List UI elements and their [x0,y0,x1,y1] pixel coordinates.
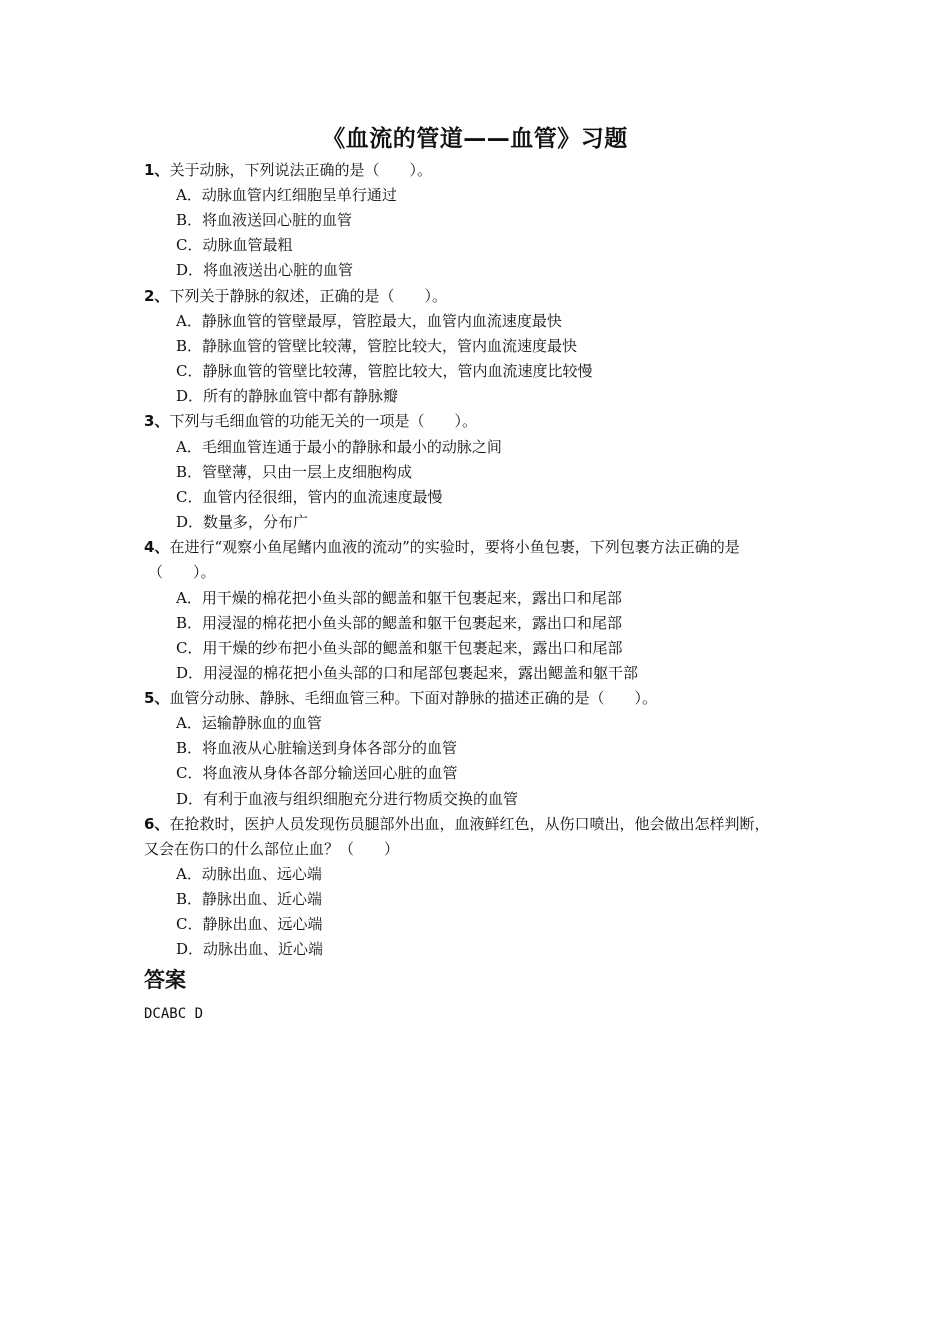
question-4 [144,537,740,557]
option-1a: A．动脉血管内红细胞呈单行通过 [176,186,397,204]
option-3a: A．毛细血管连通于最小的静脉和最小的动脉之间 [176,438,502,456]
option-5a: A．运输静脉血的血管 [176,714,322,732]
option-2b: B．静脉血管的管壁比较薄，管腔比较大，管内血流速度最快 [176,337,578,355]
question-6-continuation: 又会在伤口的什么部位止血？（ ） [144,840,400,858]
option-6d: D．动脉出血、近心端 [176,940,324,958]
question-number: 2、 [144,287,170,305]
question-text: 关于动脉，下列说法正确的是（ ）。 [169,161,432,179]
option-5d: D．有利于血液与组织细胞充分进行物质交换的血管 [176,790,519,808]
option-1d: D．将血液送出心脏的血管 [176,261,354,279]
question-number: 3、 [144,412,170,430]
answer-heading: 答案 [144,968,186,992]
answer-key: DCABC D [144,1006,204,1022]
question-6 [144,814,769,834]
question-number: 5、 [144,689,170,707]
question-3 [144,411,477,431]
option-2c: C．静脉血管的管壁比较薄，管腔比较大，管内血流速度比较慢 [176,362,593,380]
question-text: 血管分动脉、静脉、毛细血管三种。下面对静脉的描述正确的是（ ）。 [169,689,657,707]
option-4d: D．用浸湿的棉花把小鱼头部的口和尾部包裹起来，露出鳃盖和躯干部 [176,664,639,682]
question-number: 6、 [144,815,170,833]
option-3c: C．血管内径很细，管内的血流速度最慢 [176,488,443,506]
question-number: 1、 [144,161,170,179]
option-1c: C．动脉血管最粗 [176,236,293,254]
option-2a: A．静脉血管的管壁最厚，管腔最大，血管内血流速度最快 [176,312,562,330]
option-6a: A．动脉出血、远心端 [176,865,322,883]
option-6b: B．静脉出血、近心端 [176,890,323,908]
option-4c: C．用干燥的纱布把小鱼头部的鳃盖和躯干包裹起来，露出口和尾部 [176,639,623,657]
question-5 [144,688,657,708]
document-title: 《血流的管道——血管》习题 [322,126,628,152]
option-5b: B．将血液从心脏输送到身体各部分的血管 [176,739,458,757]
question-text: 下列与毛细血管的功能无关的一项是（ ）。 [169,412,477,430]
option-4a: A．用干燥的棉花把小鱼头部的鳃盖和躯干包裹起来，露出口和尾部 [176,589,622,607]
question-text: 在进行“观察小鱼尾鳍内血液的流动”的实验时，要将小鱼包裹，下列包裹方法正确的是 [169,538,740,556]
option-4b: B．用浸湿的棉花把小鱼头部的鳃盖和躯干包裹起来，露出口和尾部 [176,614,623,632]
option-1b: B．将血液送回心脏的血管 [176,211,353,229]
option-3b: B．管壁薄，只由一层上皮细胞构成 [176,463,413,481]
option-5c: C．将血液从身体各部分输送回心脏的血管 [176,764,458,782]
question-text: 下列关于静脉的叙述，正确的是（ ）。 [169,287,447,305]
option-2d: D．所有的静脉血管中都有静脉瓣 [176,387,399,405]
question-4-continuation: （ ）。 [148,563,216,581]
question-text: 在抢救时，医护人员发现伤员腿部外出血，血液鲜红色，从伤口喷出，他会做出怎样判断， [169,815,770,833]
question-2 [144,286,447,306]
option-6c: C．静脉出血、远心端 [176,915,323,933]
question-number: 4、 [144,538,170,556]
question-1 [144,160,432,180]
option-3d: D．数量多，分布广 [176,513,309,531]
